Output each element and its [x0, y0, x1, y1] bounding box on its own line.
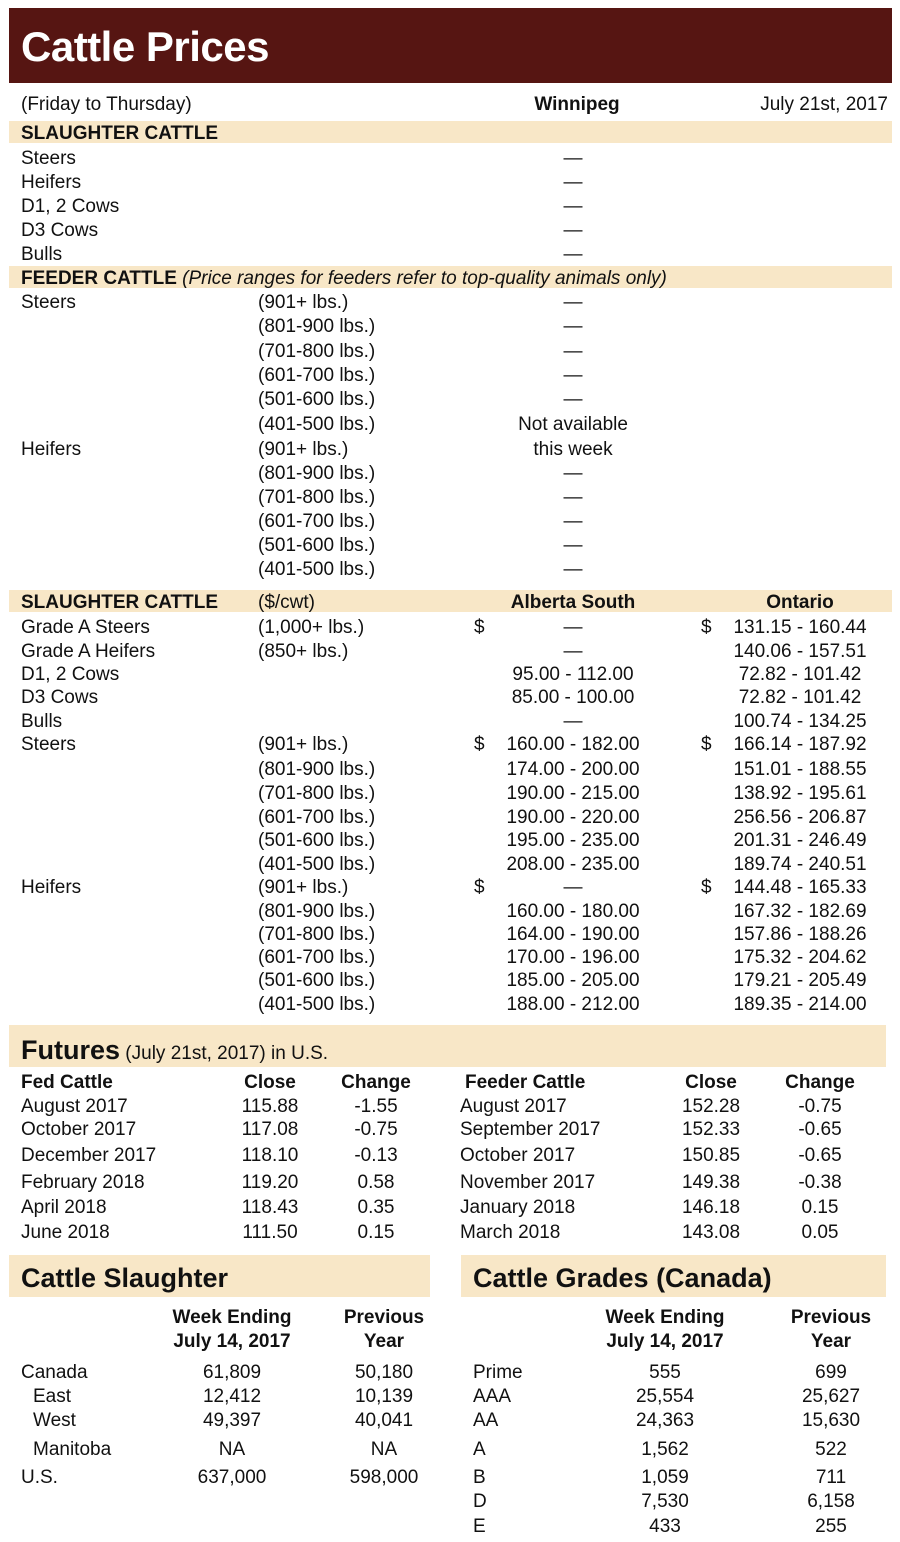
wpg-slaughter-label: Heifers: [21, 172, 82, 193]
grade-label: Prime: [473, 1362, 523, 1383]
ontario-price: 167.32 - 182.69: [733, 901, 867, 922]
wpg-slaughter-value: —: [563, 244, 583, 265]
slaughter-wpg-heading: SLAUGHTER CATTLE: [21, 123, 219, 144]
feeder-heifer-weight: (901+ lbs.): [258, 439, 349, 460]
feeder-month: November 2017: [460, 1172, 596, 1193]
alberta-price: 85.00 - 100.00: [511, 687, 635, 708]
regional-unit: ($/cwt): [258, 592, 315, 613]
slaughter-prev-value: 598,000: [349, 1467, 419, 1488]
fed-close: 119.20: [241, 1172, 299, 1193]
feeder-change-header: Change: [785, 1072, 855, 1093]
grade-label: A: [473, 1439, 486, 1460]
regional-row-label: Heifers: [21, 877, 82, 898]
grade-prev-value: 15,630: [801, 1410, 861, 1431]
ontario-price: 100.74 - 134.25: [733, 711, 867, 732]
feeder-close: 149.38: [681, 1172, 741, 1193]
slaughter-region: Manitoba: [33, 1439, 112, 1460]
feeder-heifer-value: this week: [533, 439, 613, 460]
alberta-price: 164.00 - 190.00: [506, 924, 640, 945]
alberta-price: —: [563, 711, 583, 732]
fed-change-header: Change: [341, 1072, 411, 1093]
feeder-wpg-note: (Price ranges for feeders refer to top-quality animals only): [182, 268, 667, 289]
feeder-steer-value: Not available: [518, 414, 628, 435]
fed-heading: Fed Cattle: [21, 1072, 113, 1093]
regional-heading: SLAUGHTER CATTLE: [21, 592, 219, 613]
grade-week-value: 7,530: [641, 1491, 689, 1512]
grade-label: D: [473, 1491, 487, 1512]
grade-label: B: [473, 1467, 486, 1488]
feeder-heifer-value: —: [563, 463, 583, 484]
gr-prev-header-2: Year: [810, 1331, 852, 1352]
feeder-heifer-weight: (701-800 lbs.): [258, 487, 376, 508]
ontario-price: 201.31 - 246.49: [733, 830, 867, 851]
location-label: Winnipeg: [534, 94, 620, 115]
fed-change: 0.58: [357, 1172, 395, 1193]
ontario-price: 179.21 - 205.49: [733, 970, 867, 991]
slaughter-region: West: [33, 1410, 76, 1431]
feeder-change: 0.05: [801, 1222, 839, 1243]
fed-close: 111.50: [242, 1222, 298, 1243]
grade-week-value: 1,562: [641, 1439, 689, 1460]
alberta-dollar-sign: $: [474, 617, 485, 638]
feeder-heifer-value: —: [563, 487, 583, 508]
regional-row-weight: (701-800 lbs.): [258, 924, 376, 945]
col-ontario-header: Ontario: [766, 592, 834, 613]
slaughter-week-value: 49,397: [202, 1410, 262, 1431]
feeder-wpg-steers-label: Steers: [21, 292, 76, 313]
date-label: July 21st, 2017: [760, 94, 888, 115]
period-label: (Friday to Thursday): [21, 94, 192, 115]
feeder-heading: Feeder Cattle: [465, 1072, 586, 1093]
slaughter-prev-value: 10,139: [354, 1386, 414, 1407]
ontario-dollar-sign: $: [701, 617, 712, 638]
wpg-slaughter-label: D1, 2 Cows: [21, 196, 120, 217]
fed-close: 117.08: [241, 1119, 299, 1140]
page-title: Cattle Prices: [21, 23, 269, 70]
grade-week-value: 1,059: [641, 1467, 689, 1488]
fed-change: -1.55: [354, 1096, 398, 1117]
col-alberta-header: Alberta South: [510, 592, 636, 613]
feeder-close-header: Close: [685, 1072, 737, 1093]
fed-close: 118.43: [241, 1197, 299, 1218]
slaughter-week-value: NA: [218, 1439, 246, 1460]
regional-row-label: Grade A Heifers: [21, 641, 156, 662]
feeder-wpg-heading-line: [21, 269, 667, 288]
sc-week-header-1: Week Ending: [172, 1307, 292, 1328]
slaughter-region: Canada: [21, 1362, 88, 1383]
grade-week-value: 433: [649, 1516, 681, 1537]
feeder-wpg-heifers-label: Heifers: [21, 439, 82, 460]
feeder-steer-weight: (501-600 lbs.): [258, 389, 376, 410]
grade-week-value: 24,363: [635, 1410, 695, 1431]
sc-prev-header-2: Year: [363, 1331, 405, 1352]
feeder-steer-weight: (801-900 lbs.): [258, 316, 376, 337]
regional-row-weight: (501-600 lbs.): [258, 830, 376, 851]
ontario-price: 140.06 - 157.51: [733, 641, 867, 662]
ontario-price: 189.74 - 240.51: [733, 854, 867, 875]
feeder-steer-weight: (401-500 lbs.): [258, 414, 376, 435]
wpg-slaughter-label: D3 Cows: [21, 220, 99, 241]
alberta-price: 208.00 - 235.00: [506, 854, 640, 875]
alberta-price: 170.00 - 196.00: [506, 947, 640, 968]
fed-close: 118.10: [241, 1145, 299, 1166]
feeder-change: 0.15: [801, 1197, 839, 1218]
alberta-price: 160.00 - 180.00: [506, 901, 640, 922]
ontario-price: 144.48 - 165.33: [733, 877, 867, 898]
grades-title: Cattle Grades (Canada): [473, 1263, 772, 1293]
feeder-close: 152.28: [681, 1096, 741, 1117]
feeder-wpg-heading: FEEDER CATTLE: [21, 268, 177, 289]
ontario-price: 256.56 - 206.87: [733, 807, 867, 828]
fed-change: 0.35: [357, 1197, 395, 1218]
feeder-change: -0.38: [798, 1172, 842, 1193]
regional-row-weight: (401-500 lbs.): [258, 994, 376, 1015]
grade-prev-value: 255: [815, 1516, 847, 1537]
slaughter-week-value: 637,000: [197, 1467, 267, 1488]
regional-row-weight: (501-600 lbs.): [258, 970, 376, 991]
fed-month: February 2018: [21, 1172, 145, 1193]
fed-month: October 2017: [21, 1119, 137, 1140]
ontario-price: 175.32 - 204.62: [733, 947, 867, 968]
ontario-price: 151.01 - 188.55: [733, 759, 867, 780]
slaughter-counts-title: Cattle Slaughter: [21, 1263, 229, 1293]
feeder-steer-value: —: [563, 316, 583, 337]
feeder-steer-weight: (701-800 lbs.): [258, 341, 376, 362]
gr-week-header-2: July 14, 2017: [606, 1331, 724, 1352]
feeder-close: 150.85: [681, 1145, 741, 1166]
grade-label: AA: [473, 1410, 499, 1431]
regional-row-weight: (801-900 lbs.): [258, 901, 376, 922]
gr-prev-header-1: Previous: [790, 1307, 872, 1328]
feeder-steer-value: —: [563, 341, 583, 362]
ontario-price: 166.14 - 187.92: [733, 734, 867, 755]
grade-prev-value: 6,158: [807, 1491, 855, 1512]
regional-row-weight: (401-500 lbs.): [258, 854, 376, 875]
wpg-slaughter-value: —: [563, 148, 583, 169]
wpg-slaughter-value: —: [563, 220, 583, 241]
feeder-month: January 2018: [460, 1197, 576, 1218]
regional-row-weight: (901+ lbs.): [258, 877, 349, 898]
grade-prev-value: 522: [815, 1439, 847, 1460]
feeder-change: -0.75: [798, 1096, 842, 1117]
feeder-heifer-weight: (501-600 lbs.): [258, 535, 376, 556]
slaughter-region: East: [33, 1386, 72, 1407]
alberta-price: 95.00 - 112.00: [512, 664, 634, 685]
alberta-price: —: [563, 617, 583, 638]
futures-title: Futures: [21, 1035, 121, 1065]
ontario-dollar-sign: $: [701, 734, 712, 755]
alberta-price: —: [563, 641, 583, 662]
fed-month: April 2018: [21, 1197, 107, 1218]
feeder-heifer-value: —: [563, 559, 583, 580]
feeder-steer-weight: (901+ lbs.): [258, 292, 349, 313]
fed-change: 0.15: [357, 1222, 395, 1243]
sc-week-header-2: July 14, 2017: [173, 1331, 291, 1352]
grade-prev-value: 25,627: [801, 1386, 861, 1407]
feeder-steer-weight: (601-700 lbs.): [258, 365, 376, 386]
regional-row-label: Bulls: [21, 711, 63, 732]
alberta-dollar-sign: $: [474, 734, 485, 755]
feeder-change: -0.65: [798, 1119, 842, 1140]
fed-close-header: Close: [244, 1072, 296, 1093]
feeder-month: August 2017: [460, 1096, 567, 1117]
slaughter-prev-value: 50,180: [354, 1362, 414, 1383]
feeder-steer-value: —: [563, 389, 583, 410]
grade-prev-value: 711: [815, 1467, 847, 1488]
feeder-heifer-value: —: [563, 535, 583, 556]
grade-prev-value: 699: [815, 1362, 847, 1383]
alberta-price: —: [563, 877, 583, 898]
regional-row-label: D3 Cows: [21, 687, 99, 708]
regional-row-label: Steers: [21, 734, 76, 755]
alberta-price: 160.00 - 182.00: [506, 734, 640, 755]
fed-change: -0.75: [354, 1119, 398, 1140]
alberta-price: 185.00 - 205.00: [506, 970, 640, 991]
feeder-heifer-weight: (401-500 lbs.): [258, 559, 376, 580]
alberta-price: 190.00 - 220.00: [506, 807, 640, 828]
feeder-steer-value: —: [563, 292, 583, 313]
fed-month: June 2018: [21, 1222, 110, 1243]
feeder-heifer-weight: (601-700 lbs.): [258, 511, 376, 532]
feeder-heifer-value: —: [563, 511, 583, 532]
wpg-slaughter-value: —: [563, 172, 583, 193]
grade-week-value: 25,554: [635, 1386, 695, 1407]
wpg-slaughter-value: —: [563, 196, 583, 217]
wpg-slaughter-label: Bulls: [21, 244, 63, 265]
regional-row-weight: (850+ lbs.): [258, 641, 349, 662]
ontario-price: 72.82 - 101.42: [738, 664, 862, 685]
feeder-close: 146.18: [681, 1197, 741, 1218]
slaughter-prev-value: NA: [370, 1439, 398, 1460]
feeder-steer-value: —: [563, 365, 583, 386]
regional-row-weight: (901+ lbs.): [258, 734, 349, 755]
ontario-price: 189.35 - 214.00: [733, 994, 867, 1015]
ontario-price: 131.15 - 160.44: [733, 617, 867, 638]
alberta-price: 188.00 - 212.00: [506, 994, 640, 1015]
slaughter-week-value: 61,809: [202, 1362, 262, 1383]
futures-title-line: [21, 1037, 328, 1064]
regional-row-label: Grade A Steers: [21, 617, 150, 638]
alberta-price: 174.00 - 200.00: [506, 759, 640, 780]
ontario-price: 138.92 - 195.61: [733, 783, 867, 804]
slaughter-prev-value: 40,041: [354, 1410, 414, 1431]
grade-label: E: [473, 1516, 486, 1537]
feeder-heifer-weight: (801-900 lbs.): [258, 463, 376, 484]
ontario-dollar-sign: $: [701, 877, 712, 898]
feeder-close: 152.33: [681, 1119, 741, 1140]
grade-week-value: 555: [649, 1362, 681, 1383]
slaughter-region: U.S.: [21, 1467, 58, 1488]
alberta-price: 190.00 - 215.00: [506, 783, 640, 804]
slaughter-week-value: 12,412: [202, 1386, 262, 1407]
feeder-month: October 2017: [460, 1145, 576, 1166]
feeder-month: March 2018: [460, 1222, 561, 1243]
regional-row-weight: (601-700 lbs.): [258, 947, 376, 968]
grade-label: AAA: [473, 1386, 512, 1407]
fed-close: 115.88: [241, 1096, 299, 1117]
futures-subtitle: (July 21st, 2017) in U.S.: [125, 1043, 329, 1064]
feeder-close: 143.08: [681, 1222, 741, 1243]
fed-month: December 2017: [21, 1145, 157, 1166]
regional-row-weight: (801-900 lbs.): [258, 759, 376, 780]
regional-row-weight: (1,000+ lbs.): [258, 617, 365, 638]
gr-week-header-1: Week Ending: [605, 1307, 725, 1328]
wpg-slaughter-label: Steers: [21, 148, 76, 169]
feeder-month: September 2017: [460, 1119, 601, 1140]
ontario-price: 157.86 - 188.26: [733, 924, 867, 945]
regional-row-weight: (601-700 lbs.): [258, 807, 376, 828]
sc-prev-header-1: Previous: [343, 1307, 425, 1328]
fed-change: -0.13: [354, 1145, 398, 1166]
regional-row-label: D1, 2 Cows: [21, 664, 120, 685]
ontario-price: 72.82 - 101.42: [738, 687, 862, 708]
alberta-price: 195.00 - 235.00: [506, 830, 640, 851]
fed-month: August 2017: [21, 1096, 128, 1117]
regional-row-weight: (701-800 lbs.): [258, 783, 376, 804]
feeder-change: -0.65: [798, 1145, 842, 1166]
alberta-dollar-sign: $: [474, 877, 485, 898]
